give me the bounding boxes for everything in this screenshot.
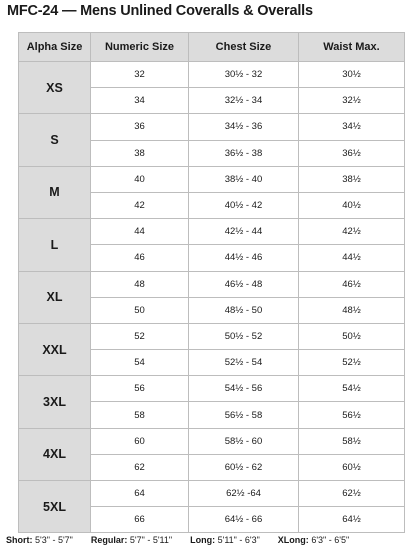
legend-label: Long:	[190, 535, 216, 545]
table-row	[19, 323, 405, 349]
waist-max-cell: 48½	[299, 297, 405, 323]
inseam-length-legend	[6, 535, 367, 545]
chest-size-cell: 32½ - 34	[189, 88, 299, 114]
chest-size-cell: 52½ - 54	[189, 350, 299, 376]
chest-size-cell: 60½ - 62	[189, 454, 299, 480]
table-row	[19, 166, 405, 192]
legend-item	[6, 535, 73, 545]
waist-max-cell: 30½	[299, 62, 405, 88]
numeric-size-cell: 46	[91, 245, 189, 271]
numeric-size-cell: 62	[91, 454, 189, 480]
table-body	[19, 62, 405, 533]
alpha-size-cell: 4XL	[19, 428, 91, 480]
chest-size-cell: 62½ -64	[189, 481, 299, 507]
alpha-size-cell: XL	[19, 271, 91, 323]
header-chest-size: Chest Size	[189, 33, 299, 62]
waist-max-cell: 36½	[299, 140, 405, 166]
alpha-size-cell: L	[19, 219, 91, 271]
header-numeric-size: Numeric Size	[91, 33, 189, 62]
alpha-size-cell: XXL	[19, 323, 91, 375]
header-alpha-size: Alpha Size	[19, 33, 91, 62]
chest-size-cell: 44½ - 46	[189, 245, 299, 271]
numeric-size-cell: 50	[91, 297, 189, 323]
numeric-size-cell: 52	[91, 323, 189, 349]
chest-size-cell: 38½ - 40	[189, 166, 299, 192]
legend-value: 5'7" - 5'11"	[129, 535, 173, 545]
numeric-size-cell: 44	[91, 219, 189, 245]
table-row	[19, 271, 405, 297]
legend-value: 5'11" - 6'3"	[217, 535, 260, 545]
numeric-size-cell: 54	[91, 350, 189, 376]
numeric-size-cell: 58	[91, 402, 189, 428]
numeric-size-cell: 38	[91, 140, 189, 166]
legend-label: Short:	[6, 535, 33, 545]
table-row	[19, 428, 405, 454]
waist-max-cell: 62½	[299, 481, 405, 507]
chest-size-cell: 46½ - 48	[189, 271, 299, 297]
chest-size-cell: 58½ - 60	[189, 428, 299, 454]
table-row	[19, 481, 405, 507]
table-row	[19, 219, 405, 245]
numeric-size-cell: 60	[91, 428, 189, 454]
numeric-size-cell: 48	[91, 271, 189, 297]
waist-max-cell: 60½	[299, 454, 405, 480]
numeric-size-cell: 40	[91, 166, 189, 192]
numeric-size-cell: 64	[91, 481, 189, 507]
table-row	[19, 114, 405, 140]
table-row	[19, 62, 405, 88]
numeric-size-cell: 34	[91, 88, 189, 114]
waist-max-cell: 38½	[299, 166, 405, 192]
numeric-size-cell: 66	[91, 507, 189, 533]
chest-size-cell: 42½ - 44	[189, 219, 299, 245]
table-row	[19, 376, 405, 402]
legend-label: XLong:	[277, 535, 309, 545]
chest-size-cell: 36½ - 38	[189, 140, 299, 166]
chest-size-cell: 30½ - 32	[189, 62, 299, 88]
waist-max-cell: 42½	[299, 219, 405, 245]
waist-max-cell: 34½	[299, 114, 405, 140]
legend-item	[91, 535, 172, 545]
legend-label: Regular:	[90, 535, 128, 545]
chest-size-cell: 40½ - 42	[189, 192, 299, 218]
waist-max-cell: 44½	[299, 245, 405, 271]
chest-size-cell: 64½ - 66	[189, 507, 299, 533]
page-title: MFC-24 — Mens Unlined Coveralls & Overalls	[7, 3, 313, 19]
chest-size-cell: 56½ - 58	[189, 402, 299, 428]
chest-size-cell: 48½ - 50	[189, 297, 299, 323]
waist-max-cell: 54½	[299, 376, 405, 402]
waist-max-cell: 46½	[299, 271, 405, 297]
alpha-size-cell: S	[19, 114, 91, 166]
waist-max-cell: 50½	[299, 323, 405, 349]
alpha-size-cell: 5XL	[19, 481, 91, 533]
legend-value: 5'3" - 5'7"	[35, 535, 73, 545]
numeric-size-cell: 36	[91, 114, 189, 140]
waist-max-cell: 58½	[299, 428, 405, 454]
legend-item	[190, 535, 260, 545]
legend-value: 6'3" - 6'5"	[311, 535, 350, 545]
numeric-size-cell: 42	[91, 192, 189, 218]
table-header-row	[19, 33, 405, 62]
alpha-size-cell: 3XL	[19, 376, 91, 428]
waist-max-cell: 40½	[299, 192, 405, 218]
numeric-size-cell: 32	[91, 62, 189, 88]
waist-max-cell: 32½	[299, 88, 405, 114]
alpha-size-cell: XS	[19, 62, 91, 114]
chest-size-cell: 50½ - 52	[189, 323, 299, 349]
size-chart-table	[18, 32, 405, 533]
chest-size-cell: 34½ - 36	[189, 114, 299, 140]
header-waist-max: Waist Max.	[299, 33, 405, 62]
waist-max-cell: 52½	[299, 350, 405, 376]
legend-item	[278, 535, 349, 545]
waist-max-cell: 64½	[299, 507, 405, 533]
alpha-size-cell: M	[19, 166, 91, 218]
chest-size-cell: 54½ - 56	[189, 376, 299, 402]
numeric-size-cell: 56	[91, 376, 189, 402]
waist-max-cell: 56½	[299, 402, 405, 428]
